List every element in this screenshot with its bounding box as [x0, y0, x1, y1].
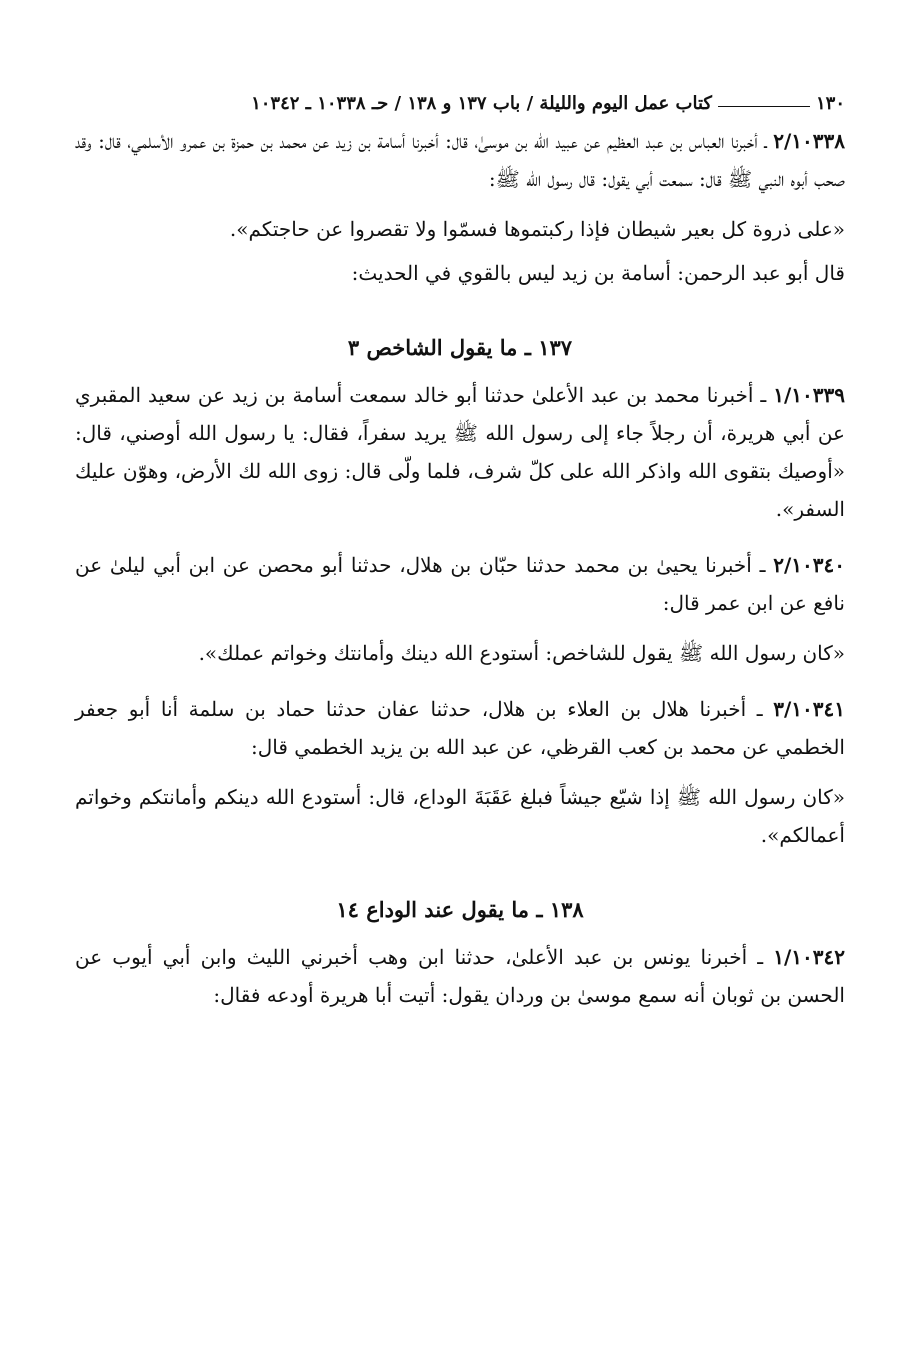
hadith-10340	[75, 546, 845, 622]
chapter-heading-138: ١٣٨ ـ ما يقول عند الوداع ١٤	[336, 897, 584, 922]
hadith-quote: «كان رسول الله ﷺ إذا شيّع جيشاً فبلغ عَقَبَةَ الوداع، قال: أستودع الله دينكم وأمانتكم وخواتم أعمالكم».	[75, 785, 845, 847]
running-header	[75, 78, 845, 114]
header-rule	[718, 106, 810, 107]
hadith-10341	[75, 690, 845, 766]
hadith-number: ١/١٠٣٣٩	[773, 383, 845, 407]
hadith-10339	[75, 376, 845, 528]
editor-note: قال أبو عبد الرحمن: أسامة بن زيد ليس بالقوي في الحديث:	[351, 261, 845, 285]
hadith-10342	[75, 938, 845, 1014]
running-title: كتاب عمل اليوم والليلة / باب ١٣٧ و ١٣٨ / حـ ١٠٣٣٨ ـ ١٠٣٤٢	[251, 93, 712, 114]
hadith-number: ١/١٠٣٤٢	[773, 945, 846, 969]
hadith-text: ـ أخبرنا العباس بن عبد العظيم عن عبيد الله بن موسىٰ، قال: أخبرنا أسامة بن زيد عن محمد بن حمزة بن عمرو الأسلمي، قال: وقد صحب أبوه النبي ﷺ قال: سمعت أبي يقول: قال رسول الله ﷺ:	[75, 129, 845, 191]
chapter-heading-137: ١٣٧ ـ ما يقول الشاخص ٣	[347, 335, 573, 360]
hadith-text: ـ أخبرنا محمد بن عبد الأعلىٰ حدثنا أبو خالد سمعت أسامة بن زيد عن سعيد المقبري عن أبي هريرة، أن رجلاً جاء إلى رسول الله ﷺ يريد سفراً، فقال: يا رسول الله أوصني، قال: «أوصيك بتقوى الله واذكر الله على كلّ شرف، فلما ولّى قال: زوى الله لك الأرض، وهوّن عليك السفر».	[75, 383, 845, 521]
hadith-quote: «كان رسول الله ﷺ يقول للشاخص: أستودع الله دينك وأمانتك وخواتم عملك».	[198, 641, 845, 665]
page-number: ١٣٠	[815, 93, 845, 114]
hadith-text: ـ أخبرنا هلال بن العلاء بن هلال، حدثنا عفان حدثنا حماد بن سلمة أنا أبو جعفر الخطمي عن محمد بن كعب القرظي، عن عبد الله بن يزيد الخطمي قال:	[75, 697, 845, 759]
hadith-number: ٢/١٠٣٣٨	[773, 129, 846, 153]
book-page	[75, 78, 845, 1014]
hadith-text: ـ أخبرنا يونس بن عبد الأعلىٰ، حدثنا ابن وهب أخبرني الليث وابن أبي أيوب عن الحسن بن ثوبان أنه سمع موسىٰ بن وردان يقول: أتيت أبا هريرة أودعه فقال:	[75, 945, 845, 1007]
hadith-text: ـ أخبرنا يحيىٰ بن محمد حدثنا حبّان بن هلال، حدثنا أبو محصن عن ابن أبي ليلىٰ عن نافع عن ابن عمر قال:	[75, 553, 845, 615]
hadith-quote: «على ذروة كل بعير شيطان فإذا ركبتموها فسمّوا ولا تقصروا عن حاجتكم».	[229, 217, 845, 241]
hadith-number: ٣/١٠٣٤١	[773, 697, 846, 721]
hadith-10338	[75, 122, 845, 198]
hadith-number: ٢/١٠٣٤٠	[773, 553, 845, 577]
